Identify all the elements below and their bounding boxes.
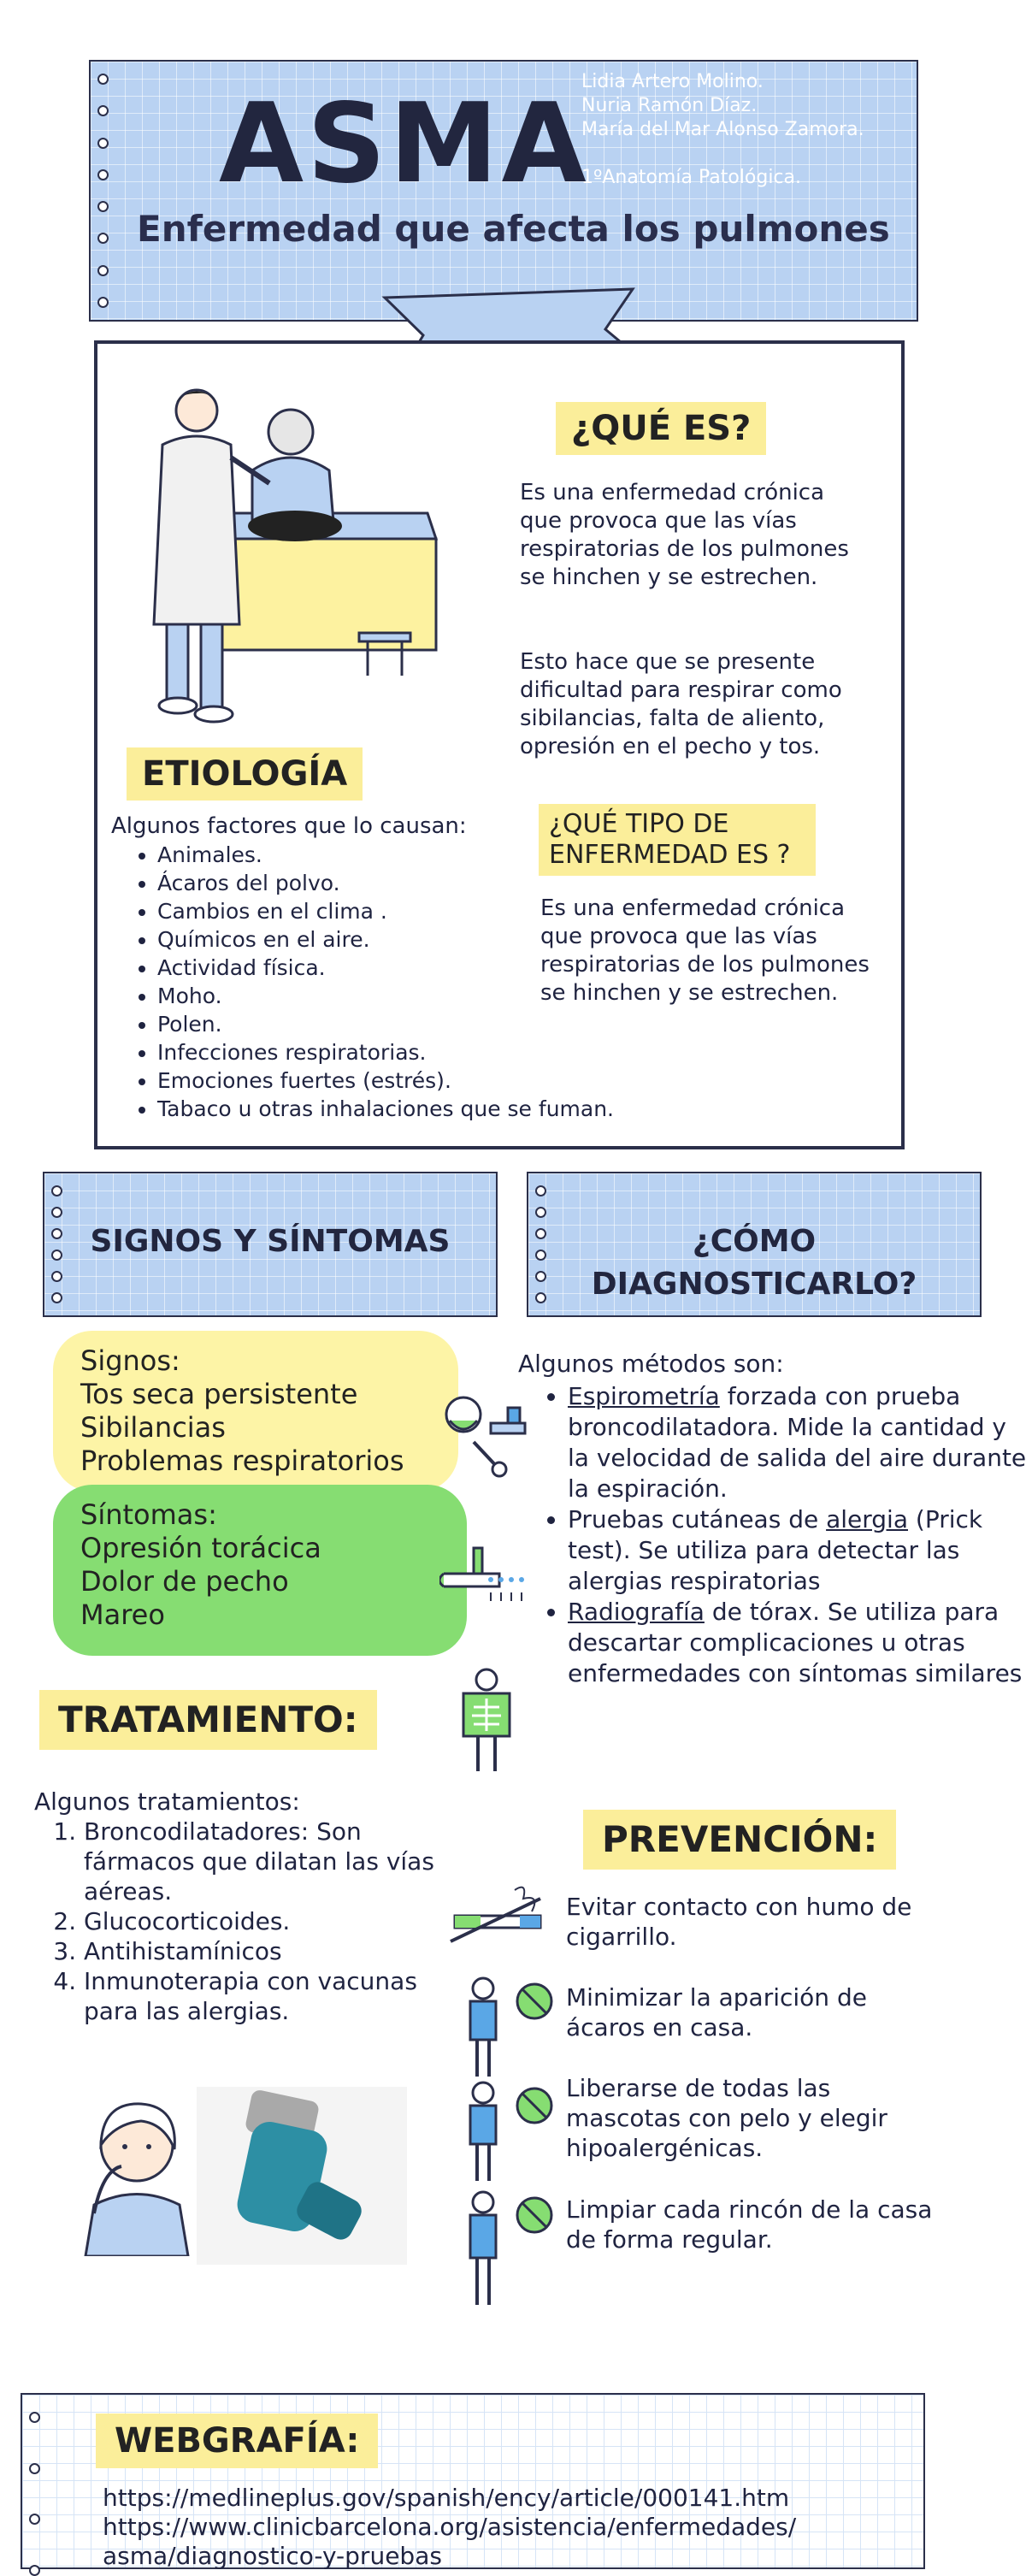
binder-holes: [29, 2412, 41, 2576]
list-item: 1. Broncodilatadores: Son fármacos que dilatan las vías aéreas.: [84, 1817, 460, 1906]
tratamiento-heading: TRATAMIENTO:: [39, 1690, 377, 1750]
author-1: Lidia Artero Molino.: [581, 71, 764, 92]
list-item: 3. Antihistamínicos: [84, 1936, 460, 1966]
list-item: 2. Glucocorticoides.: [84, 1906, 460, 1936]
signos-label: Signos:: [80, 1344, 180, 1377]
xray-link[interactable]: Radiografía: [568, 1598, 705, 1626]
list-item: 4. Inmunoterapia con vacunas para las alergias.: [84, 1966, 460, 2026]
list-item: • Emociones fuertes (estrés).: [157, 1066, 705, 1095]
signos-pill: [53, 1331, 458, 1492]
dust-mite-person-icon: [462, 1976, 556, 2078]
doctor-patient-illustration: [128, 376, 445, 736]
prevencion-item: Minimizar la aparición de ácaros en casa.: [566, 1983, 867, 2041]
method-allergy: [568, 1504, 1026, 1597]
webgrafia-links: [103, 2484, 915, 2571]
list-item: • Polen.: [157, 1010, 705, 1038]
prevencion-item: Evitar contacto con humo de cigarrillo.: [566, 1893, 912, 1951]
que-es-p2: Esto hace que se presente dificultad para respirar como sibilancias, falta de aliento, opresión en el pecho y tos.: [520, 649, 842, 759]
spirometry-link[interactable]: Espirometría: [568, 1382, 720, 1410]
method-spirometry: [568, 1381, 1026, 1504]
skin-test-icon: [439, 1539, 534, 1616]
signos-card-title: SIGNOS Y SÍNTOMAS: [90, 1224, 451, 1259]
diagnostico-card: [527, 1172, 982, 1317]
list-item: • Ácaros del polvo.: [157, 869, 705, 897]
sintoma-item: Mareo: [80, 1598, 165, 1631]
que-es-p1: Es una enfermedad crónica que provoca que las vías respiratorias de los pulmones se hinchen y se estrechen.: [520, 480, 849, 590]
girl-coughing-illustration: [68, 2085, 205, 2256]
sintoma-item: Dolor de pecho: [80, 1565, 289, 1598]
webgrafia-heading: WEBGRAFÍA:: [96, 2414, 378, 2468]
list-item: • Infecciones respiratorias.: [157, 1038, 705, 1066]
sintomas-label: Síntomas:: [80, 1498, 217, 1531]
binder-holes: [97, 74, 109, 308]
sintoma-item: Opresión torácica: [80, 1532, 321, 1564]
authors: [581, 70, 915, 190]
etiologia-intro: Algunos factores que lo causan:: [111, 813, 467, 839]
page-subtitle: Enfermedad que afecta los pulmones: [137, 208, 890, 250]
xray-icon: [448, 1664, 525, 1775]
prevencion-item: Liberarse de todas las mascotas con pelo y elegir hipoalergénicas.: [566, 2074, 887, 2162]
cleaning-person-icon: [462, 2189, 556, 2309]
reference-link[interactable]: asma/diagnostico-y-pruebas: [103, 2542, 442, 2570]
list-item: • Tabaco u otras inhalaciones que se fuman.: [157, 1095, 705, 1123]
list-item: • Animales.: [157, 841, 705, 869]
list-item: • Moho.: [157, 982, 705, 1010]
diagnostico-card-title: ¿CÓMO DIAGNOSTICARLO?: [591, 1224, 917, 1302]
diagnostico-intro: Algunos métodos son:: [518, 1350, 784, 1378]
list-item: • Cambios en el clima .: [157, 897, 705, 925]
webgrafia-card: [21, 2393, 925, 2569]
inhaler-icon: [197, 2087, 407, 2265]
author-3: María del Mar Alonso Zamora.: [581, 119, 864, 140]
pet-hair-person-icon: [462, 2080, 556, 2183]
signos-card: [43, 1172, 498, 1317]
signo-item: Problemas respiratorios: [80, 1445, 404, 1477]
prevencion-item: Limpiar cada rincón de la casa de forma regular.: [566, 2195, 933, 2254]
que-es-heading: ¿QUÉ ES?: [556, 402, 766, 455]
method-text: Pruebas cutáneas de: [568, 1505, 827, 1533]
prevencion-heading: PREVENCIÓN:: [583, 1810, 896, 1870]
reference-link[interactable]: https://medlineplus.gov/spanish/ency/article/000141.htm: [103, 2484, 790, 2512]
allergy-link[interactable]: alergia: [826, 1505, 908, 1533]
method-text: (Prick test). Se utiliza para detectar las alergias respiratorias: [568, 1505, 983, 1595]
inhaler-photo: [197, 2087, 407, 2265]
tipo-heading: ¿QUÉ TIPO DE ENFERMEDAD ES ?: [539, 804, 816, 876]
method-xray: [568, 1597, 1026, 1689]
tratamiento-intro: Algunos tratamientos:: [34, 1787, 300, 1816]
course-label: 1ºAnatomía Patológica.: [581, 167, 802, 188]
spirometry-icon: [439, 1391, 534, 1485]
no-smoking-icon: [446, 1882, 549, 1950]
sintomas-pill: [53, 1485, 467, 1656]
tratamiento-list: [38, 1817, 460, 2026]
list-item: • Actividad física.: [157, 954, 705, 982]
signo-item: Tos seca persistente: [80, 1378, 358, 1410]
tipo-text: Es una enfermedad crónica que provoca que las vías respiratorias de los pulmones se hinchen y se estrechen.: [540, 895, 870, 1006]
etiologia-heading: ETIOLOGÍA: [127, 747, 363, 801]
diagnostico-list: [539, 1381, 1026, 1689]
reference-link[interactable]: https://www.clinicbarcelona.org/asistencia/enfermedades/: [103, 2513, 797, 2541]
author-2: Nuria Ramón Díaz.: [581, 95, 758, 116]
method-text: forzada con prueba broncodilatadora. Mide la cantidad y la velocidad de salida del aire durante la espiración.: [568, 1382, 1026, 1503]
signo-item: Sibilancias: [80, 1411, 226, 1444]
method-text: de tórax. Se utiliza para descartar complicaciones u otras enfermedades con síntomas similares: [568, 1598, 1023, 1687]
list-item: • Químicos en el aire.: [157, 925, 705, 954]
page-title: ASMA: [219, 80, 590, 208]
